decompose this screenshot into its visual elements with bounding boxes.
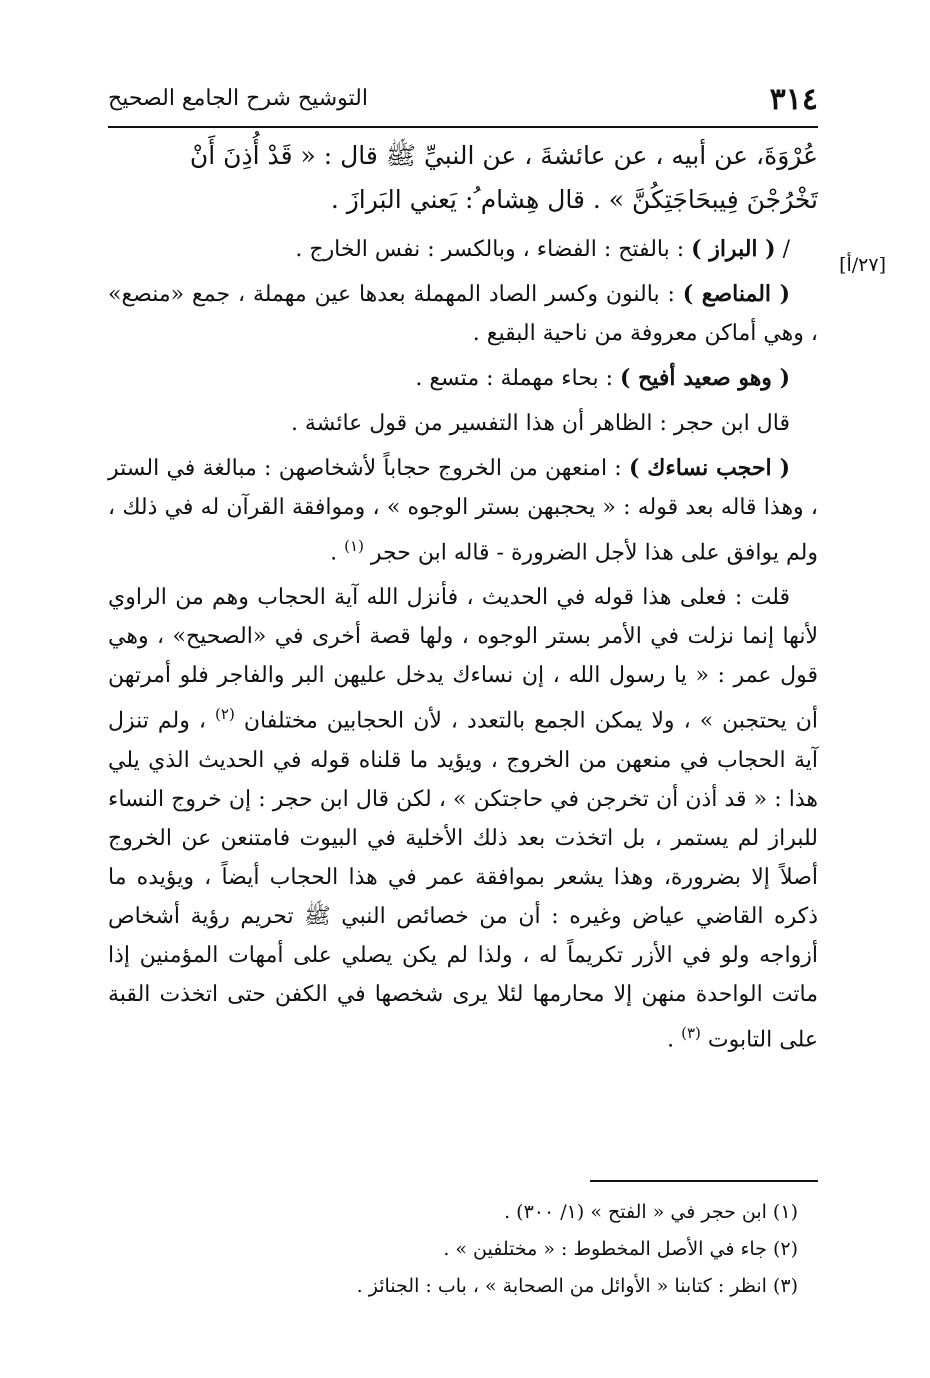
entry-text: : امنعهن من الخروج حجاباً لأشخاصهن : مبالغة في الستر ، وهذا قاله بعد قوله : « يحجبهن بستر الوجوه » ، وموافقة القرآن له في ذلك ، ولم يوافق على هذا لأجل الضرورة - قاله ابن حجر	[108, 456, 818, 566]
footnote-1: (١) ابن حجر في « الفتح » (١/ ٣٠٠) .	[504, 1201, 798, 1223]
footnote-ref-1: (١)	[344, 537, 364, 555]
footnote-2: (٢) جاء في الأصل المخطوط : « مختلفين » .	[443, 1238, 798, 1260]
entry-text: : بالفتح : الفضاء ، وبالكسر : نفس الخارج .	[295, 237, 692, 262]
entry-baraz: / ( البراز ) : بالفتح : الفضاء ، وبالكسر : نفس الخارج .	[295, 236, 790, 262]
footnotes	[108, 1194, 798, 1305]
entry-term: ( البراز )	[691, 236, 776, 262]
footnote-ref-3: (٣)	[681, 1023, 701, 1042]
entry-term: ( وهو صعيد أفيح )	[620, 365, 790, 391]
entry-saeed	[108, 359, 818, 398]
hadith-line-2: تَخْرُجْنَ فِيبحَاجَتِكُنَّ » . قال هِشام ُ: يَعني البَرازَ .	[330, 185, 818, 214]
entry-term: ( المناصع )	[682, 281, 790, 307]
entry-manasi	[108, 275, 818, 353]
page-header	[108, 76, 818, 126]
main-text	[108, 134, 818, 1065]
entry-hijab: ( احجب نساءك ) : امنعهن من الخروج حجاباً لأشخاصهن : مبالغة في الستر ، وهذا قاله بعد قوله : « يحجبهن بستر الوجوه » ، وموافقة القرآن له في ذلك ، ولم يوافق على هذا لأجل الضرورة - قاله ابن حجر $^{(١)}$ .	[108, 455, 818, 566]
footnote-separator	[590, 1180, 818, 1182]
discussion-part-1: قلت : فعلى هذا قوله في الحديث ، فأنزل الله آية الحجاب وهم من الراوي لأنها إنما نزلت في الأمر بستر الوجوه ، ولها قصة أخرى في «الصحيح» ، وهي قول عمر : « يا رسول الله ، إن نساءك يدخل عليهن البر والفاجر فلو أمرتهن أن يحتجبن » ، ولا يمكن الجمع بالتعدد ، لأن الحجابين مختلفان	[108, 585, 819, 734]
ibn-hajar-remark: قال ابن حجر : الظاهر أن هذا التفسير من قول عائشة .	[290, 411, 790, 436]
footnote-ref-2: (٢)	[215, 705, 235, 724]
page-number: ٣١٤	[769, 82, 818, 117]
entry-term: ( احجب نساءك )	[628, 455, 790, 481]
author-discussion: قلت : فعلى هذا قوله في الحديث ، فأنزل الله آية الحجاب وهم من الراوي لأنها إنما نزلت في الأمر بستر الوجوه ، ولها قصة أخرى في «الصحيح» ، وهي قول عمر : « يا رسول الله ، إن نساءك يدخل عليهن البر والفاجر فلو أمرتهن أن يحتجبن » ، ولا يمكن الجمع بالتعدد ، لأن الحجابين مختلفان $^{(٢)}$ ، ولم تنزل آية الحجاب في منعهن من الخروج ، ويؤيد ما قلناه قوله في الحديث الذي يلي هذا : « قد أذن أن تخرجن في حاجتكن » ، لكن قال ابن حجر : إن خروج النساء للبراز لم يستمر ، بل اتخذت بعد ذلك الأخلية في البيوت فامتنعن عن الخروج أصلاً إلا بضرورة، وهذا يشعر بموافقة عمر في هذا الحجاب أيضاً ، ويؤيده ما ذكره القاضي عياض وغيره : أن من خصائص النبي ﷺ تحريم رؤية أشخاص أزواجه ولو في الأزر تكريماً له ، ولذا لم يكن يصلي على أمهات المؤمنين إذا ماتت الواحدة منهن إلا محارمها لئلا يرى شخصها في الكفن حتى اتخذت القبة على التابوت $^{(٣)}$ .	[108, 585, 819, 1052]
running-title: التوشيح شرح الجامع الصحيح	[108, 86, 368, 111]
entry-text: : بالنون وكسر الصاد المهملة بعدها عين مهملة ، جمع «منصع» ، وهي أماكن معروفة من ناحية البقيع .	[108, 282, 818, 346]
hadith-line-1: عُرْوَةَ، عن أبيه ، عن عائشةَ ، عن النبيِّ ﷺ قال : « قَدْ أُذِنَ أَنْ	[189, 141, 818, 170]
discussion-part-2: ، ولم تنزل آية الحجاب في منعهن من الخروج ، ويؤيد ما قلناه قوله في الحديث الذي يلي هذا : « قد أذن أن تخرجن في حاجتكن » ، لكن قال ابن حجر : إن خروج النساء للبراز لم يستمر ، بل اتخذت بعد ذلك الأخلية في البيوت فامتنعن عن الخروج أصلاً إلا بضرورة، وهذا يشعر بموافقة عمر في هذا الحجاب أيضاً ، ويؤيده ما ذكره القاضي عياض وغيره : أن من خصائص النبي ﷺ تحريم رؤية أشخاص أزواجه ولو في الأزر تكريماً له ، ولذا لم يكن يصلي على أمهات المؤمنين إذا ماتت الواحدة منهن إلا محارمها لئلا يرى شخصها في الكفن حتى اتخذت القبة على التابوت	[108, 708, 818, 1052]
header-rule	[108, 126, 818, 128]
hadith-text	[108, 134, 818, 222]
manuscript-folio-marker: [٢٧/أ]	[839, 254, 886, 276]
entry-text: : بحاء مهملة : متسع .	[415, 366, 620, 391]
footnote-3: (٣) انظر : كتابنا « الأوائل من الصحابة » ، باب : الجنائز .	[356, 1275, 798, 1297]
